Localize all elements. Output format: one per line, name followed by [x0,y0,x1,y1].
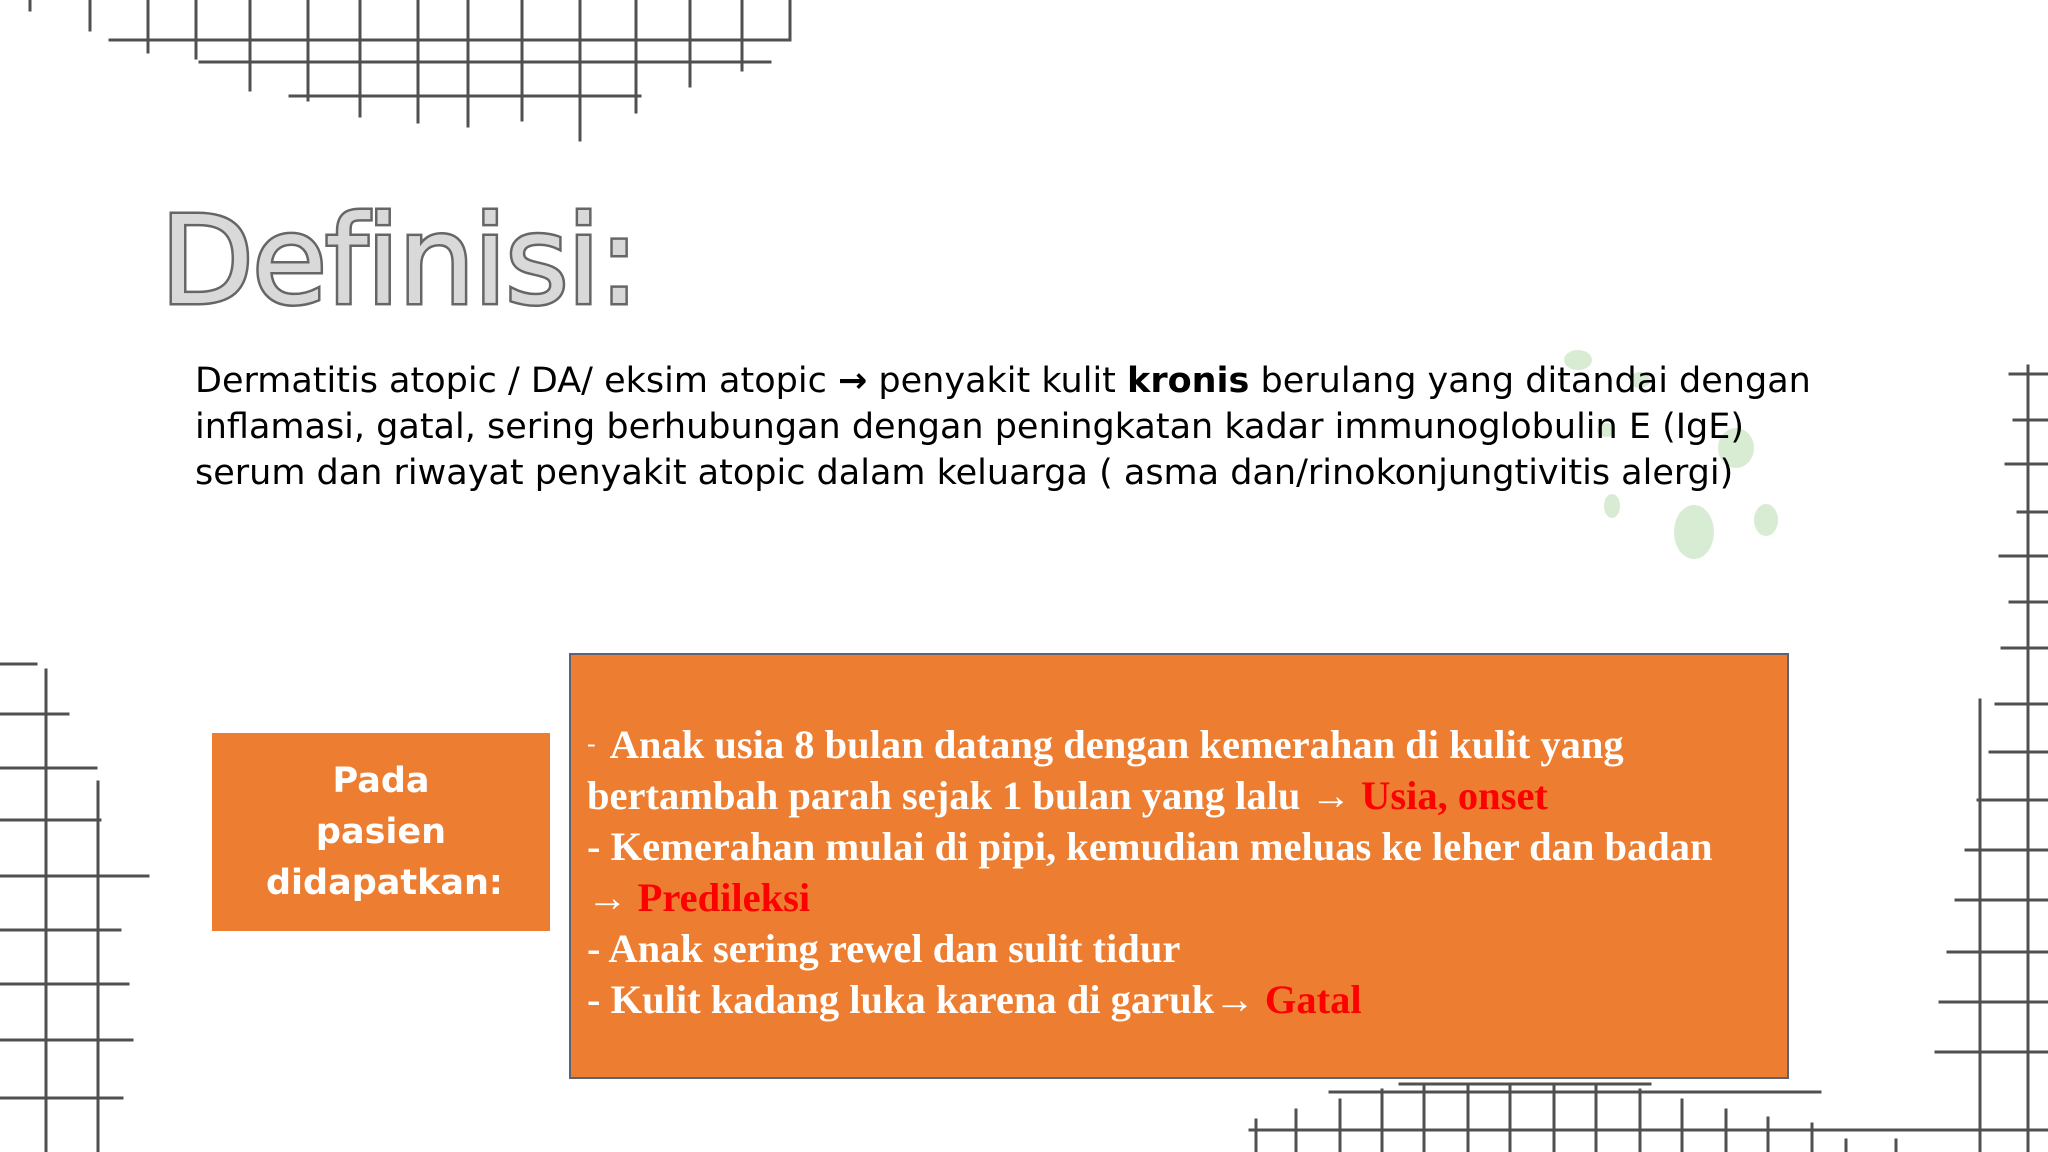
finding-1-line-1 [587,718,1713,770]
finding-3 [587,923,1713,974]
finding-4-text: - Kulit kadang luka karena di garuk [587,977,1215,1022]
definition-intro: Dermatitis atopic / DA/ eksim atopic [195,361,827,401]
arrow-icon: → [837,361,868,401]
finding-2-line-2 [587,872,1713,923]
finding-1-key: Usia, onset [1361,773,1548,818]
arrow-icon: → [1310,773,1352,818]
definition-text-after-bold: berulang yang ditandai dengan [1260,361,1811,401]
finding-4-key: Gatal [1264,977,1362,1022]
finding-3-text: - Anak sering rewel dan sulit tidur [587,926,1181,971]
dash-marker: - [587,729,596,758]
findings-box [569,653,1789,1079]
definition-text-before-bold: penyakit kulit [878,361,1116,401]
patient-label: Pada pasien didapatkan: [266,760,503,903]
definition-bold-word: kronis [1127,361,1250,401]
finding-1-line-2 [587,770,1713,821]
findings-list [587,718,1713,1025]
finding-1-text-2: bertambah parah sejak 1 bulan yang lalu [587,773,1301,818]
patient-label-box [212,733,550,931]
finding-2-text: - Kemerahan mulai di pipi, kemudian meluas ke leher dan badan [587,824,1713,869]
finding-4 [587,974,1713,1025]
finding-1-text-1: Anak usia 8 bulan datang dengan kemerahan di kulit yang [609,722,1624,767]
arrow-icon: → [1214,977,1255,1022]
definition-line-3: serum dan riwayat penyakit atopic dalam keluarga ( asma dan/rinokonjungtivitis alergi) [195,453,1734,493]
slide-title: Definisi: [160,190,638,332]
definition-line-2: inflamasi, gatal, sering berhubungan dengan peningkatan kadar immunoglobulin E (IgE) [195,407,1745,447]
finding-2-key: Predileksi [637,875,811,920]
definition-text [195,358,1835,496]
finding-2-line-1 [587,821,1713,872]
arrow-icon: → [587,875,628,920]
